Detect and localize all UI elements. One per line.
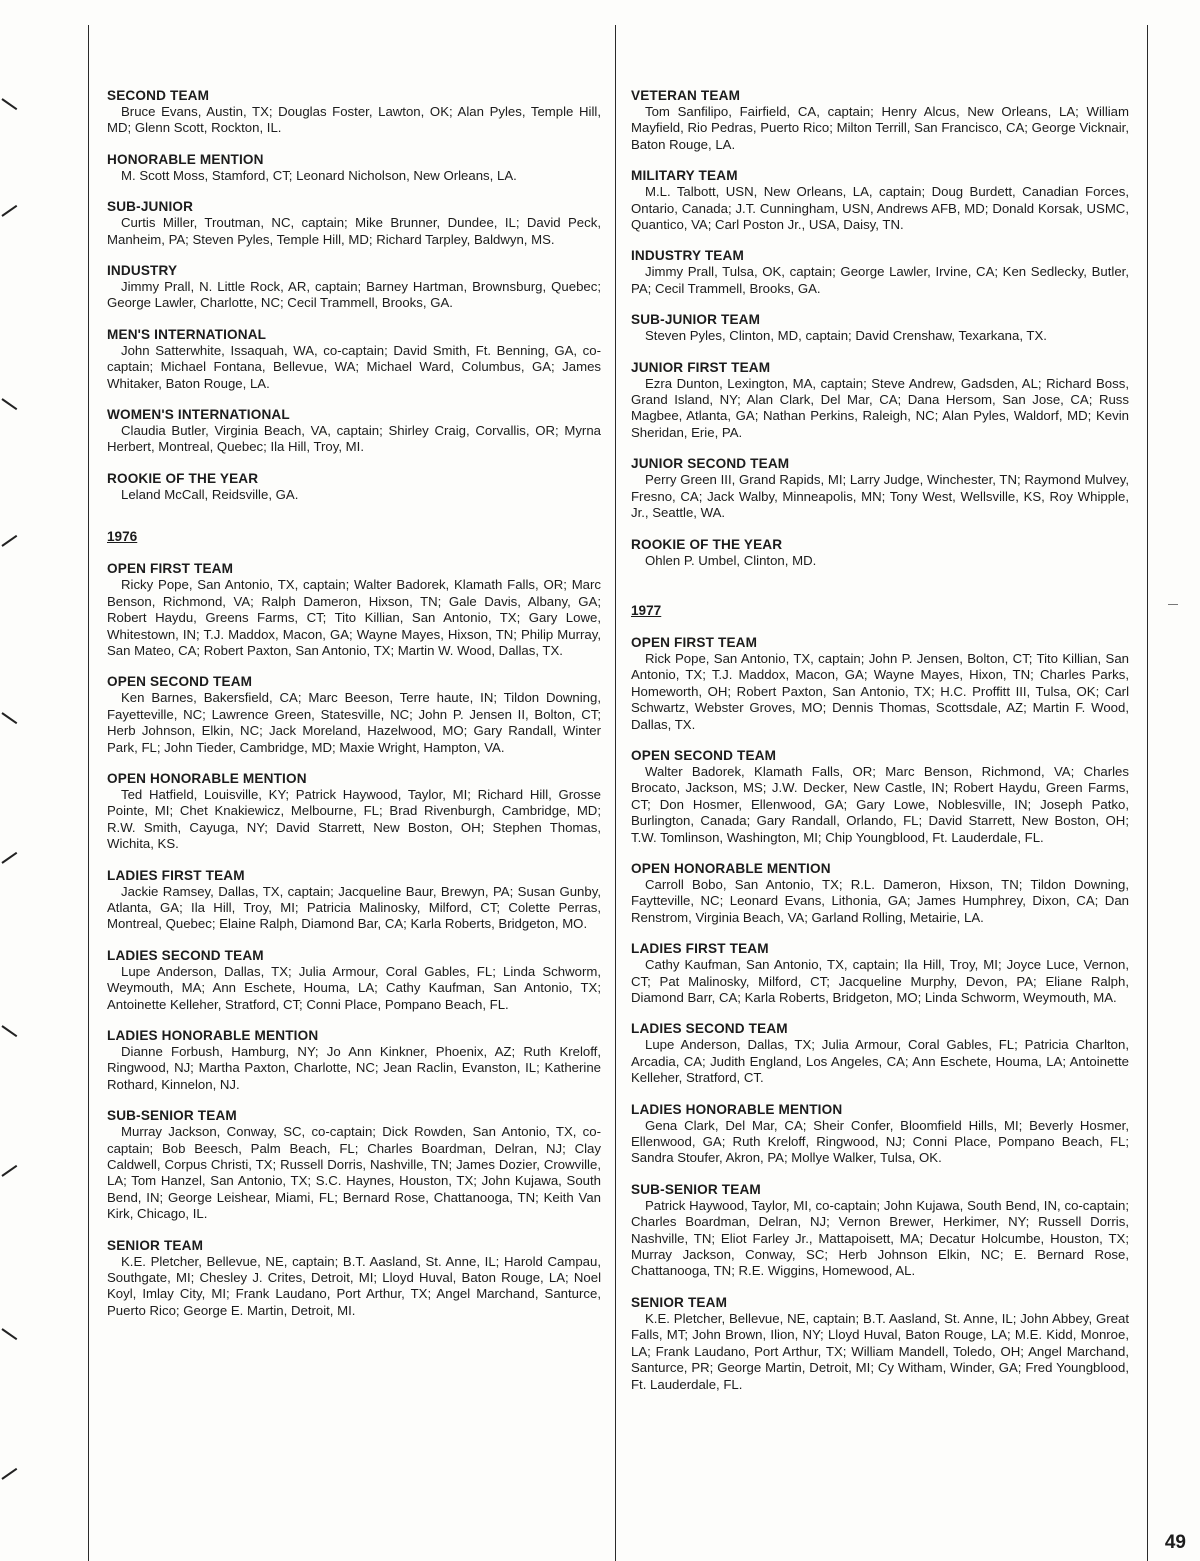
year-section-list (631, 635, 1129, 1393)
section-heading: OPEN FIRST TEAM (631, 634, 758, 650)
team-section (107, 1028, 601, 1093)
section-text: Murray Jackson, Conway, SC, co-captain; Dick Rowden, San Antonio, TX, co-captain; Bob Beesch, Palm Beach, FL; Charles Boardman, Delran, NJ; Clay Caldwell, Corpus Christi, TX; Russell Dorris, Nashville, TN; James Dozier, Crowville, LA; Tom Hanzel, San Antonio, TX; S.C. Haynes, Houston, TX; John Kujawa, South Bend, IN; George Leishear, Miami, FL; Bernard Rose, Chattanooga, TN; Keith Van Kirk, Chicago, IL. (107, 1124, 601, 1222)
team-section (631, 861, 1129, 926)
team-section (107, 1108, 601, 1222)
team-section (631, 312, 1129, 344)
section-heading: OPEN FIRST TEAM (107, 561, 234, 577)
section-heading: INDUSTRY (107, 263, 178, 279)
binding-mark (1, 712, 17, 724)
section-text: Ohlen P. Umbel, Clinton, MD. (645, 552, 817, 568)
section-text: Lupe Anderson, Dallas, TX; Julia Armour, Coral Gables, FL; Patricia Charlton, Arcadia, CA; Judith England, Los Angeles, CA; Ann Eschete, Houma, LA; Antoinette Kelleher, Stratford, CT. (631, 1037, 1129, 1086)
binding-mark (1, 535, 17, 547)
team-section (631, 748, 1129, 846)
team-section (107, 674, 601, 756)
section-text: Jimmy Prall, Tulsa, OK, captain; George Lawler, Irvine, CA; Ken Sedlecky, Butler, PA; Cecil Trammell, Brooks, GA. (631, 264, 1129, 296)
section-heading: OPEN HONORABLE MENTION (107, 770, 307, 786)
section-heading: JUNIOR SECOND TEAM (631, 456, 790, 472)
section-heading: LADIES FIRST TEAM (631, 941, 769, 957)
section-text: Cathy Kaufman, San Antonio, TX, captain; Ila Hill, Troy, MI; Joyce Luce, Vernon, CT; Pat Malinosky, Milford, CT; Jacqueline Murphy, Devon, PA; Eliane Ralph, Diamond Barr, CA; Karla Roberts, Bridgeton, MO; Linda Schworm, Weymouth, MA. (631, 957, 1129, 1005)
team-section (631, 941, 1129, 1006)
section-text: K.E. Pletcher, Bellevue, NE, captain; B.T. Aasland, St. Anne, IL; John Abbey, Great Falls, MT; John Brown, Ilion, NY; Lloyd Huval, Baton Rouge, LA; M.E. Kidd, Monroe, LA; Frank Laudano, Port Arthur, TX; William Mandell, Toledo, OH; Angel Marchand, Santurce, PR; George Martin, Detroit, MI; Cy Witham, Winder, GA; Fred Youngblood, Ft. Lauderdale, FL. (631, 1310, 1129, 1392)
section-heading: SUB-JUNIOR (107, 199, 194, 215)
section-text: Jackie Ramsey, Dallas, TX, captain; Jacqueline Baur, Brewyn, PA; Susan Gunby, Atlanta, GA; Ila Hill, Troy, MI; Patricia Malinosky, Milford, CT; Colette Perras, Montreal, Quebec; Elaine Ralph, Diamond Bar, CA; Karla Roberts, Bridgeton, MO. (107, 883, 601, 932)
team-section (107, 327, 601, 392)
section-text: Carroll Bobo, San Antonio, TX; R.L. Dameron, Hixson, TN; Tildon Downing, Faytteville, NC; Leonard Evans, Lithonia, GA; James Humphrey, Dixon, CA; Dan Renstrom, Virginia Beach, VA; Garland Rolling, Metairie, LA. (631, 876, 1129, 925)
section-heading: HONORABLE MENTION (107, 151, 264, 167)
team-section (107, 407, 601, 456)
team-section (631, 456, 1129, 521)
binding-mark (1, 852, 17, 864)
section-text: John Satterwhite, Issaquah, WA, co-captain; David Smith, Ft. Benning, GA, co-captain; Michael Fontana, Bellevue, WA; Michael Ward, Columbus, GA; James Whitaker, Baton Rouge, LA. (107, 342, 601, 391)
section-heading: SUB-SENIOR TEAM (107, 1108, 237, 1124)
binding-mark (1, 1468, 17, 1480)
section-heading: VETERAN TEAM (631, 88, 741, 103)
binding-mark (1, 1328, 17, 1340)
section-text: Ted Hatfield, Louisville, KY; Patrick Haywood, Taylor, MI; Richard Hill, Grosse Pointe, MI; Chet Knakiewicz, Melbourne, FL; Brad Rivenburgh, Cambridge, MD; R.W. Smith, Cayuga, NY; David Starrett, New Boston, OH; Stephen Thomas, Wichita, KS. (107, 786, 601, 852)
section-text: Ezra Dunton, Lexington, MA, captain; Steve Andrew, Gadsden, AL; Richard Boss, Grand Island, NY; Alan Clark, Del Mar, CA; Dana Hersom, San Jose, CA; Russ Magbee, Atlanta, GA; Nathan Perkins, Raleigh, NC; Alan Pyles, Waldorf, MD; Kevin Sheridan, Erie, PA. (631, 375, 1129, 440)
margin-dash (1168, 604, 1178, 605)
section-text: Steven Pyles, Clinton, MD, captain; David Crenshaw, Texarkana, TX. (645, 328, 1047, 344)
section-text: Tom Sanfilipo, Fairfield, CA, captain; Henry Alcus, New Orleans, LA; William Mayfield, Rio Pedras, Puerto Rico; Milton Terrill, San Francisco, CA; George Vicknair, Baton Rouge, LA. (631, 104, 1129, 152)
section-text: Curtis Miller, Troutman, NC, captain; Mike Brunner, Dundee, IL; David Peck, Manheim, PA; Steven Pyles, Temple Hill, MD; Richard Tarpley, Baldwyn, MS. (107, 215, 601, 247)
section-text: Jimmy Prall, N. Little Rock, AR, captain; Barney Hartman, Brownsburg, Quebec; George Lawler, Charlotte, NC; Cecil Trammell, Brooks, GA. (107, 279, 601, 311)
binding-mark (1, 398, 17, 410)
section-text: M. Scott Moss, Stamford, CT; Leonard Nicholson, New Orleans, LA. (121, 167, 517, 183)
team-section (107, 948, 601, 1013)
binding-mark (1, 1025, 17, 1037)
team-section (631, 360, 1129, 442)
team-section (107, 771, 601, 853)
section-heading: WOMEN'S INTERNATIONAL (107, 407, 290, 423)
section-text: Lupe Anderson, Dallas, TX; Julia Armour, Coral Gables, FL; Linda Schworm, Weymouth, MA; Ann Eschete, Houma, LA; Cathy Kaufman, San Antonio, TX; Antoinette Kelleher, Stratford, CT; Conni Place, Pompano Beach, FL. (107, 963, 601, 1012)
section-heading: ROOKIE OF THE YEAR (107, 470, 259, 486)
section-text: Bruce Evans, Austin, TX; Douglas Foster, Lawton, OK; Alan Pyles, Temple Hill, MD; Glenn Scott, Rockton, IL. (107, 104, 601, 136)
team-section (107, 263, 601, 312)
section-heading: SECOND TEAM (107, 88, 210, 103)
team-section (107, 199, 601, 248)
left-column (107, 88, 601, 1334)
team-section (631, 168, 1129, 233)
binding-mark (1, 205, 17, 217)
team-section (631, 1295, 1129, 1393)
section-text: Walter Badorek, Klamath Falls, OR; Marc Benson, Richmond, VA; Charles Brocato, Jackson, MS; J.W. Decker, New Castle, IN; Robert Haydu, Green Farms, CT; Don Hosmer, Ellenwood, GA; Gary Lowe, Noblesville, IN; Joseph Patko, Burlington, Canada; Gary Randall, Orlando, FL; David Starrett, New Boston, OH; T.W. Tomlinson, Washington, MI; Chip Youngblood, Ft. Lauderdale, FL. (631, 763, 1129, 845)
section-heading: MILITARY TEAM (631, 168, 738, 184)
team-section (631, 88, 1129, 153)
section-text: Leland McCall, Reidsville, GA. (121, 486, 299, 502)
team-section (631, 537, 1129, 569)
section-heading: MEN'S INTERNATIONAL (107, 326, 267, 342)
section-text: Ricky Pope, San Antonio, TX, captain; Walter Badorek, Klamath Falls, OR; Marc Benson, Richmond, VA; Ralph Dameron, Hixson, TN; Gale Davis, Albany, GA; Robert Haydu, Greens Farms, CT; Tito Killian, San Antonio, TX; Gary Lowe, Whitestown, IN; T.J. Maddox, Macon, GA; Wayne Mayes, Hixson, TN; Philip Murray, San Mateo, CA; Robert Paxton, San Antonio, TX; Martin W. Wood, Dallas, TX. (107, 577, 601, 658)
section-heading: SENIOR TEAM (107, 1237, 204, 1253)
section-list (631, 88, 1129, 569)
binding-mark (1, 1165, 17, 1177)
section-text: Dianne Forbush, Hamburg, NY; Jo Ann Kinkner, Phoenix, AZ; Ruth Kreloff, Ringwood, NJ; Martha Paxton, Charlotte, NC; Jean Raclin, Evanston, IL; Katherine Rothard, Kinnelon, NJ. (107, 1044, 601, 1092)
team-section (107, 88, 601, 137)
team-section (107, 471, 601, 503)
team-section (631, 1021, 1129, 1086)
team-section (631, 1182, 1129, 1280)
team-section (107, 1238, 601, 1320)
section-text: Perry Green III, Grand Rapids, MI; Larry Judge, Winchester, TN; Raymond Mulvey, Fresno, CA; Jack Walby, Minneapolis, MN; Tony West, Wellsville, KS, Roy Whipple, Jr., Seattle, WA. (631, 472, 1129, 521)
section-heading: LADIES HONORABLE MENTION (631, 1101, 843, 1117)
section-heading: JUNIOR FIRST TEAM (631, 359, 771, 375)
section-heading: SENIOR TEAM (631, 1294, 728, 1310)
section-list (107, 88, 601, 503)
column-rule-middle (615, 25, 616, 1561)
section-heading: LADIES HONORABLE MENTION (107, 1028, 319, 1043)
section-text: Patrick Haywood, Taylor, MI, co-captain; John Kujawa, South Bend, IN, co-captain; Charles Boardman, Delran, NJ; Vernon Brewer, Herkimer, NY; Russell Dorris, Nashville, TN; Eliot Farley Jr., Mattapoisett, MA; Decatur Holcumbe, Houston, TX; Murray Jackson, Conway, SC; Herb Johnson Elkin, NC; E. Bernard Rose, Chattanooga, TN; R.E. Wiggins, Homewood, AL. (631, 1197, 1129, 1279)
section-text: Ken Barnes, Bakersfield, CA; Marc Beeson, Terre haute, IN; Tildon Downing, Fayetteville, NC; Lawrence Green, Statesville, NC; John P. Jensen II, Bolton, CT; Herb Johnson, Elkin, NC; Jack Moreland, Hazelwood, MO; Gary Randall, Winter Park, FL; John Tieder, Cambridge, MD; Maxie Wright, Hampton, VA. (107, 690, 601, 755)
section-text: K.E. Pletcher, Bellevue, NE, captain; B.T. Aasland, St. Anne, IL; Harold Campau, Southgate, MI; Chesley J. Crites, Detroit, MI; Lloyd Huval, Baton Rouge, LA; Noel Koyl, Imlay City, MI; Frank Laudano, Port Arthur, TX; Angel Marchand, Santurce, Puerto Rico; George E. Martin, Detroit, MI. (107, 1253, 601, 1318)
binding-mark (1, 98, 17, 110)
section-heading: INDUSTRY TEAM (631, 248, 744, 264)
team-section (631, 248, 1129, 297)
section-heading: SUB-SENIOR TEAM (631, 1181, 761, 1197)
team-section (107, 561, 601, 659)
column-rule-left (88, 25, 89, 1561)
section-heading: SUB-JUNIOR TEAM (631, 312, 761, 328)
section-heading: LADIES FIRST TEAM (107, 867, 245, 883)
year-section-list (107, 561, 601, 1319)
year-heading: 1977 (631, 602, 662, 618)
team-section (107, 152, 601, 184)
right-column (631, 88, 1129, 1408)
section-text: Rick Pope, San Antonio, TX, captain; John P. Jensen, Bolton, CT; Tito Killian, San Antonio, TX; T.J. Maddox, Macon, GA; Wayne Mayes, Hixon, TN; Charles Parks, Homeworth, OH; Robert Paxton, San Antonio, TX; H.C. Proffitt III, Tulsa, OK; Carl Schwartz, Webster Groves, MO; Dennis Thomas, Scottsdale, AZ; Martin F. Wood, Dallas, TX. (631, 650, 1129, 732)
team-section (107, 868, 601, 933)
section-heading: OPEN SECOND TEAM (631, 747, 777, 763)
team-section (631, 635, 1129, 733)
section-text: Gena Clark, Del Mar, CA; Sheir Confer, Bloomfield Hills, MI; Beverly Hosmer, Ellenwood, GA; Ruth Kreloff, Ringwood, NJ; Conni Place, Pompano Beach, FL; Sandra Stoufer, Akron, PA; Mollye Walker, Tulsa, OK. (631, 1117, 1129, 1166)
section-text: M.L. Talbott, USN, New Orleans, LA, captain; Doug Burdett, Canadian Forces, Ontario, Canada; J.T. Cunningham, USN, Andrews AFB, MD; Donald Korsak, USMC, Quantico, VA; Carl Poston Jr., USA, Daisy, TN. (631, 184, 1129, 233)
team-section (631, 1102, 1129, 1167)
section-heading: OPEN SECOND TEAM (107, 674, 253, 690)
column-rule-right (1147, 25, 1148, 1561)
section-text: Claudia Butler, Virginia Beach, VA, captain; Shirley Craig, Corvallis, OR; Myrna Herbert, Montreal, Quebec; Ila Hill, Troy, MI. (107, 423, 601, 455)
year-heading: 1976 (107, 529, 138, 545)
section-heading: ROOKIE OF THE YEAR (631, 536, 783, 552)
section-heading: LADIES SECOND TEAM (107, 947, 264, 963)
page-number: 49 (1164, 1532, 1186, 1553)
section-heading: LADIES SECOND TEAM (631, 1021, 788, 1037)
section-heading: OPEN HONORABLE MENTION (631, 860, 831, 876)
